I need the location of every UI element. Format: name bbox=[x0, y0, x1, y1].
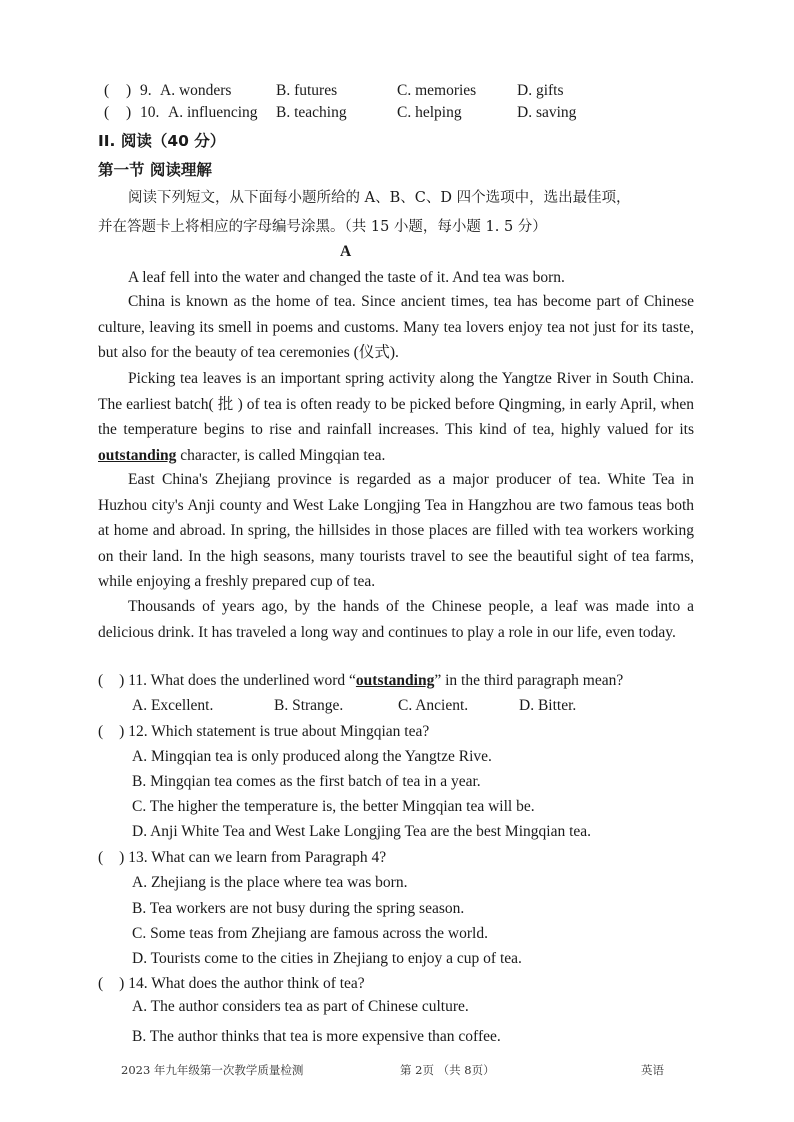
q13-close-paren: ) bbox=[119, 849, 125, 866]
instructions-line-2: 并在答题卡上将相应的字母编号涂黑。（共 15 小题，每小题 1. 5 分） bbox=[98, 219, 547, 235]
q14-close-paren: ) bbox=[119, 975, 125, 992]
q10-open-paren: ( bbox=[104, 104, 110, 121]
q10-number: 10. bbox=[140, 104, 160, 121]
q11-close-paren: ) bbox=[119, 672, 125, 689]
q9-option-d: D. gifts bbox=[517, 82, 564, 99]
paragraph-1 bbox=[98, 265, 694, 291]
footer-subject: 英语 bbox=[641, 1063, 664, 1077]
q12-option-c: C. The higher the temperature is, the better Mingqian tea will be. bbox=[132, 798, 535, 815]
instructions-line-1: 阅读下列短文，从下面每小题所给的 A、B、C、D 四个选项中，选出最佳项， bbox=[128, 190, 631, 206]
paragraph-4 bbox=[98, 467, 694, 595]
q12-option-b: B. Mingqian tea comes as the first batch of tea in a year. bbox=[132, 773, 481, 790]
q11-stem-b: ” in the third paragraph mean? bbox=[434, 672, 624, 689]
q10-option-a: A. influencing bbox=[168, 104, 258, 121]
q12-option-a: A. Mingqian tea is only produced along the Yangtze Rive. bbox=[132, 748, 492, 765]
question-12-stem bbox=[98, 721, 429, 743]
paragraph-3-text-b: character, is called Mingqian tea. bbox=[176, 446, 386, 464]
underlined-word: outstanding bbox=[98, 446, 177, 464]
footer-exam-name: 2023 年九年级第一次教学质量检测 bbox=[121, 1063, 304, 1077]
q13-option-b: B. Tea workers are not busy during the spring season. bbox=[132, 900, 465, 917]
question-11-stem bbox=[98, 670, 623, 692]
q10-option-d: D. saving bbox=[517, 104, 577, 121]
q14-stem-text: 14. What does the author think of tea? bbox=[128, 975, 365, 992]
passage-label: A bbox=[340, 243, 352, 260]
q11-option-d: D. Bitter. bbox=[519, 697, 577, 714]
question-14-stem bbox=[98, 973, 365, 995]
q13-option-d: D. Tourists come to the cities in Zhejiang to enjoy a cup of tea. bbox=[132, 950, 522, 967]
q9-open-paren: ( bbox=[104, 82, 110, 99]
q13-stem-text: 13. What can we learn from Paragraph 4? bbox=[128, 849, 387, 866]
section-title: II. 阅读（40 分） bbox=[98, 132, 226, 150]
q9-option-a: A. wonders bbox=[160, 82, 232, 99]
q11-option-c: C. Ancient. bbox=[398, 697, 469, 714]
paragraph-1-text: A leaf fell into the water and changed the taste of it. And tea was born. bbox=[128, 269, 565, 286]
q11-open-paren: ( bbox=[98, 672, 104, 689]
q9-option-c: C. memories bbox=[397, 82, 477, 99]
q12-open-paren: ( bbox=[98, 723, 104, 740]
q14-open-paren: ( bbox=[98, 975, 104, 992]
paragraph-5 bbox=[98, 594, 694, 645]
footer-page-number: 第 2页 （共 8页） bbox=[400, 1063, 495, 1077]
q12-close-paren: ) bbox=[119, 723, 125, 740]
q9-close-paren: ) bbox=[126, 82, 132, 99]
q14-option-a: A. The author considers tea as part of Chinese culture. bbox=[132, 998, 469, 1015]
q9-option-b: B. futures bbox=[276, 82, 338, 99]
q11-stem-a: 11. What does the underlined word “ bbox=[128, 672, 356, 689]
q11-underlined-word: outstanding bbox=[355, 672, 435, 689]
paragraph-4-text: East China's Zhejiang province is regarded as a major producer of tea. White Tea in Huzhou city's Anji county and West Lake Longjing Tea in Hangzhou are two famous teas both at home and abroad. In spring, the hillsides in those places are filled with tea workers working on their land. In the high seasons, many tourists travel to see the beautiful sight of tea farms, while enjoying a freshly prepared cup of tea. bbox=[98, 471, 694, 590]
q11-option-b: B. Strange. bbox=[274, 697, 344, 714]
q12-option-d: D. Anji White Tea and West Lake Longjing Tea are the best Mingqian tea. bbox=[132, 823, 592, 840]
question-13-stem bbox=[98, 847, 386, 869]
q9-number: 9. bbox=[140, 82, 152, 99]
q10-option-b: B. teaching bbox=[276, 104, 347, 121]
subsection-title: 第一节 阅读理解 bbox=[98, 161, 212, 179]
paragraph-2 bbox=[98, 289, 694, 366]
q13-option-c: C. Some teas from Zhejiang are famous across the world. bbox=[132, 925, 488, 942]
q13-option-a: A. Zhejiang is the place where tea was born. bbox=[132, 874, 408, 891]
q11-option-a: A. Excellent. bbox=[132, 697, 214, 714]
q14-option-b: B. The author thinks that tea is more expensive than coffee. bbox=[132, 1028, 501, 1045]
q13-open-paren: ( bbox=[98, 849, 104, 866]
q10-close-paren: ) bbox=[126, 104, 132, 121]
paragraph-3-text-a: Picking tea leaves is an important spring activity along the Yangtze River in South China. The earliest batch( 批 ) of tea is often ready to be picked before Qingming, in early April, when the temperature begins to rise and rainfall increases. This kind of tea, highly valued for its bbox=[98, 370, 694, 438]
paragraph-2-text: China is known as the home of tea. Since ancient times, tea has become part of Chinese culture, leaving its smell in poems and customs. Many tea lovers enjoy tea not just for its taste, but also for the beauty of tea ceremonies (仪式). bbox=[98, 293, 694, 361]
paragraph-5-text: Thousands of years ago, by the hands of the Chinese people, a leaf was made into a delicious drink. It has traveled a long way and continues to play a role in our life, even today. bbox=[98, 598, 694, 641]
q10-option-c: C. helping bbox=[397, 104, 462, 121]
paragraph-3 bbox=[98, 366, 694, 468]
q12-stem-text: 12. Which statement is true about Mingqian tea? bbox=[128, 723, 430, 740]
